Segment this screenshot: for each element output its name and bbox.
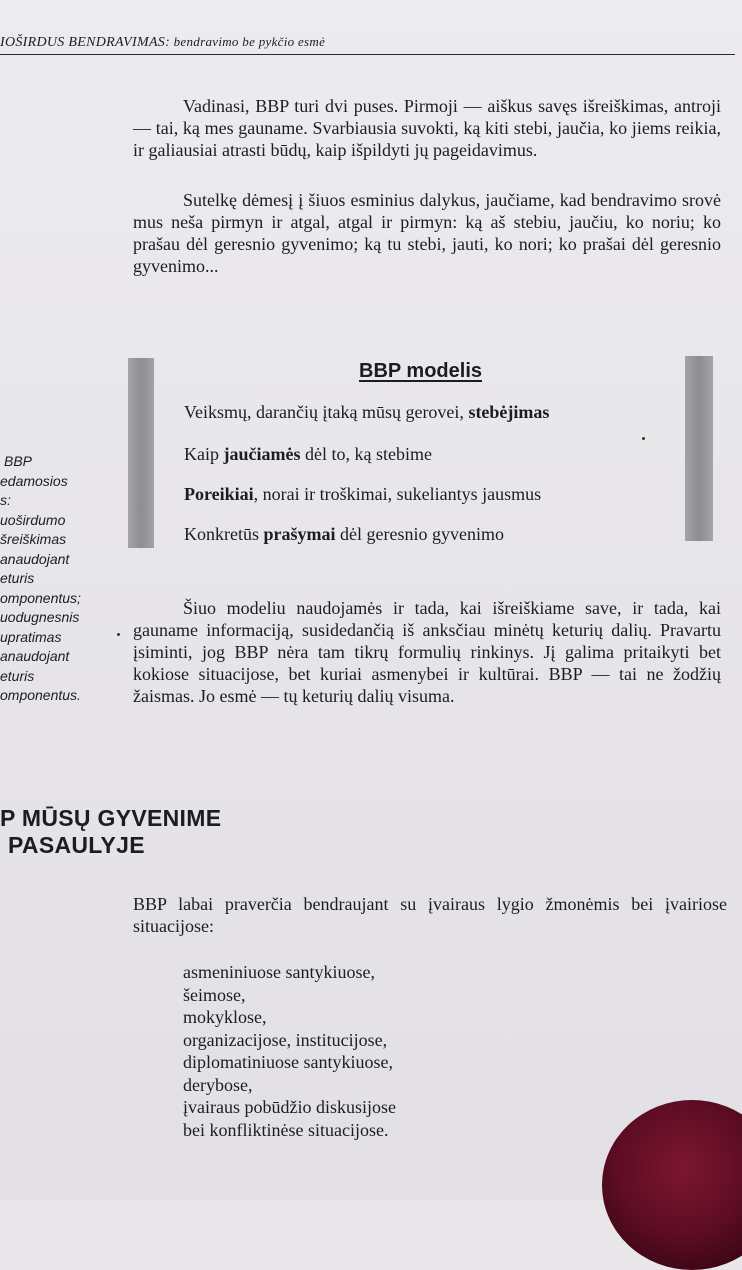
model-line-1-text: Veiksmų, darančių įtaką mūsų gerovei, (184, 402, 469, 422)
model-line-4-keyword: prašymai (263, 524, 336, 544)
stray-dot (642, 437, 645, 440)
situations-list (183, 961, 396, 1141)
margin-note-line: eturis (0, 570, 35, 586)
margin-note-line: uoširdumo (0, 511, 66, 528)
margin-note (0, 452, 110, 706)
margin-note-line: s: (0, 492, 11, 508)
running-head (0, 34, 730, 51)
list-item: įvairaus pobūdžio diskusijose (183, 1097, 396, 1117)
section-heading-line-2: PASAULYJE (8, 832, 145, 858)
paragraph-3: Šiuo modeliu naudojamės ir tada, kai išreiškiame save, ir tada, kai gauname informaciją, susidedančią iš anksčiau minėtų keturių dalių. Pravartu įsiminti, jog BBP nėra tam tikrų formulių rinkinys. Jį galima pritaikyti bet kokiose situacijose, bet kuriai asmenybei ir kultūrai. BBP — tai ne žodžių žaismas. Jo esmė — tų keturių dalių visuma. (133, 598, 721, 706)
section-heading-line-1: P MŪSŲ GYVENIME (0, 805, 222, 831)
margin-note-line: BBP (4, 453, 33, 469)
model-line-requests (184, 524, 504, 545)
model-line-3-text: , norai ir troškimai, sukeliantys jausmus (253, 484, 542, 504)
model-line-4-text-a: Konkretūs (184, 524, 264, 544)
list-item: organizacijose, institucijose, (183, 1029, 388, 1050)
margin-note-line: anaudojant (0, 550, 70, 567)
paragraph-4: BBP labai praverčia bendraujant su įvairaus lygio žmonėmis bei įvairiose situacijose: (133, 894, 727, 936)
model-left-bar (128, 358, 154, 548)
margin-note-line: omponentus; (0, 589, 81, 606)
model-line-2-text-b: dėl to, ką stebime (300, 444, 432, 464)
margin-note-line: anaudojant (0, 648, 70, 664)
model-line-2-keyword: jaučiamės (223, 444, 301, 464)
list-item: bei konfliktinėse situacijose. (183, 1119, 389, 1140)
red-fabric-object (602, 1100, 742, 1270)
list-item: derybose, (183, 1074, 253, 1095)
model-line-4-text-b: dėl geresnio gyvenimo (335, 524, 504, 544)
list-item: mokyklose, (183, 1007, 267, 1027)
model-line-3-keyword: Poreikiai (184, 484, 254, 504)
paragraph-2: Sutelkę dėmesį į šiuos esminius dalykus, jaučiame, kad bendravimo srovė mus neša pirmyn ir atgal, atgal ir pirmyn: ką aš stebiu, jaučiu, ko noriu; ko prašau dėl geresnio gyvenimo; ką tu stebi, jauti, ko nori; ko prašai dėl geresnio gyvenimo... (133, 190, 721, 276)
model-line-observation (184, 402, 549, 423)
stray-dot (117, 633, 120, 636)
model-line-needs (184, 484, 541, 505)
model-line-feelings (184, 444, 432, 465)
list-item: šeimose, (183, 984, 246, 1005)
list-item: diplomatiniuose santykiuose, (183, 1052, 393, 1072)
margin-note-line: uodugnesnis (0, 609, 80, 625)
section-heading (0, 805, 221, 859)
margin-note-line: upratimas (0, 628, 62, 645)
margin-note-line: šreiškimas (0, 531, 67, 547)
bbp-model-box (128, 356, 713, 546)
paragraph-1: Vadinasi, BBP turi dvi puses. Pirmoji — aiškus savęs išreiškimas, antroji — tai, ką mes gauname. Svarbiausia suvokti, ką kiti stebi, jaučia, ko jiems reikia, ir galiausiai atrasti būdų, kaip išpildyti jų pageidavimus. (133, 96, 721, 160)
model-right-bar (685, 356, 713, 541)
model-line-2-text-a: Kaip (184, 444, 224, 464)
model-line-1-keyword: stebėjimas (468, 402, 550, 422)
running-head-title: IOŠIRDUS BENDRAVIMAS: (0, 35, 171, 50)
list-item: asmeniniuose santykiuose, (183, 962, 375, 982)
header-rule (0, 54, 735, 55)
margin-note-line: eturis (0, 667, 35, 684)
margin-note-line: edamosios (0, 472, 68, 489)
model-title: BBP modelis (359, 360, 482, 382)
running-head-subtitle: bendravimo be pykčio esmė (173, 34, 326, 49)
margin-note-line: omponentus. (0, 687, 81, 703)
